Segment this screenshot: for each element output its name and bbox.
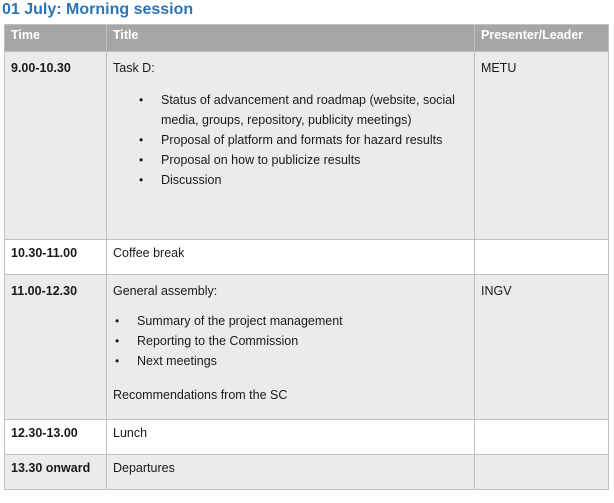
list-item: • Status of advancement and roadmap (website, social media, groups, repository, publicity meetings) bbox=[161, 90, 468, 130]
presenter-cell bbox=[475, 240, 609, 275]
bullet-list bbox=[113, 90, 468, 190]
title-cell: Coffee break bbox=[107, 240, 475, 275]
table-row bbox=[5, 240, 609, 275]
presenter-cell: INGV bbox=[475, 275, 609, 420]
table-row bbox=[5, 275, 609, 420]
presenter-cell: METU bbox=[475, 52, 609, 240]
presenter-cell bbox=[475, 420, 609, 455]
table-row bbox=[5, 52, 609, 240]
table-row bbox=[5, 455, 609, 490]
time-cell: 12.30-13.00 bbox=[5, 420, 107, 455]
table-header-row bbox=[5, 25, 609, 52]
title-cell bbox=[107, 52, 475, 240]
title-cell: Lunch bbox=[107, 420, 475, 455]
time-cell: 13.30 onward bbox=[5, 455, 107, 490]
list-item: • Proposal on how to publicize results bbox=[161, 150, 468, 170]
header-presenter: Presenter/Leader bbox=[475, 25, 609, 52]
bullet-list bbox=[113, 311, 468, 371]
title-cell: Departures bbox=[107, 455, 475, 490]
session-title: Task D: bbox=[113, 61, 155, 75]
list-item: • Proposal of platform and formats for hazard results bbox=[161, 130, 468, 150]
list-item: • Summary of the project management bbox=[137, 311, 468, 331]
table-row bbox=[5, 420, 609, 455]
bullet-icon: • bbox=[139, 133, 144, 147]
list-item: • Discussion bbox=[161, 170, 468, 190]
agenda-table bbox=[4, 24, 609, 490]
recommendations-text: Recommendations from the SC bbox=[113, 388, 288, 402]
page-title: 01 July: Morning session bbox=[2, 1, 194, 18]
bullet-icon: • bbox=[139, 173, 144, 187]
time-cell: 10.30-11.00 bbox=[5, 240, 107, 275]
bullet-icon: • bbox=[115, 334, 120, 348]
bullet-icon: • bbox=[115, 314, 120, 328]
title-cell bbox=[107, 275, 475, 420]
header-title: Title bbox=[107, 25, 475, 52]
presenter-cell bbox=[475, 455, 609, 490]
header-time: Time bbox=[5, 25, 107, 52]
time-cell: 11.00-12.30 bbox=[5, 275, 107, 420]
bullet-icon: • bbox=[115, 354, 120, 368]
bullet-icon: • bbox=[139, 153, 144, 167]
time-cell: 9.00-10.30 bbox=[5, 52, 107, 240]
list-item: • Reporting to the Commission bbox=[137, 331, 468, 351]
bullet-icon: • bbox=[139, 93, 144, 107]
list-item: • Next meetings bbox=[137, 351, 468, 371]
session-title: General assembly: bbox=[113, 284, 218, 298]
